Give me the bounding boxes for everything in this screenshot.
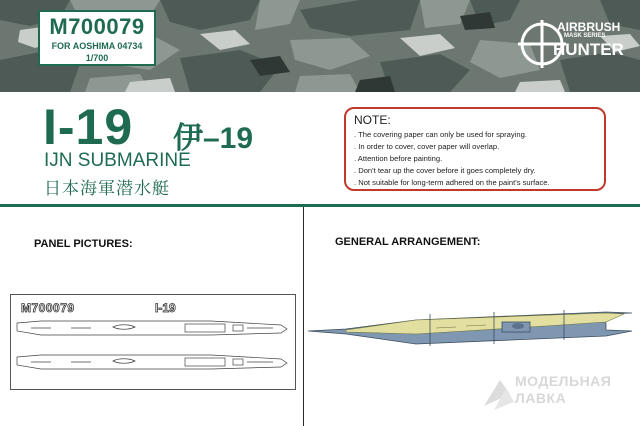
brand-line-1: AIRBRUSH [557,20,621,34]
brand-line-3: HUNTER [553,40,624,59]
note-line: . Attention before painting. [354,154,443,163]
product-code-box [38,10,156,66]
submarine-name: I-19 [43,99,134,155]
note-line: . In order to cover, cover paper will overlap. [354,142,500,151]
submarine-name-jp: 伊–19 [173,122,254,155]
note-box [344,107,606,191]
submarine-arrangement-drawing [306,300,638,362]
product-code: M700079 [49,14,145,39]
note-heading: NOTE: [354,113,391,127]
column-divider [303,207,304,426]
sheet-product-code: M700079 [21,301,75,315]
vessel-type: IJN SUBMARINE [44,150,191,171]
note-line: . Don't tear up the cover before it goes completely dry. [354,166,536,175]
scale-label: 1/700 [85,53,109,63]
watermark-line-1: МОДЕЛЬНАЯ [515,373,612,389]
general-arrangement-heading: GENERAL ARRANGEMENT: [335,236,481,248]
watermark-line-2: ЛАВКА [515,390,567,406]
mask-outline-drawing [11,295,295,389]
mask-sheet-panel [10,294,296,390]
note-line: . The covering paper can only be used for spraying. [354,130,527,139]
note-line: . Not suitable for long-term adhered on the paint's surface. [354,178,550,187]
panel-pictures-heading: PANEL PICTURES: [34,238,133,250]
vessel-type-jp: 日本海軍潜水艇 [44,179,170,198]
brand-line-2: MASK SERIES [564,33,606,39]
sheet-submarine-name: I-19 [155,301,176,315]
kit-reference: FOR AOSHIMA 04734 [51,41,143,51]
section-divider [0,204,640,207]
